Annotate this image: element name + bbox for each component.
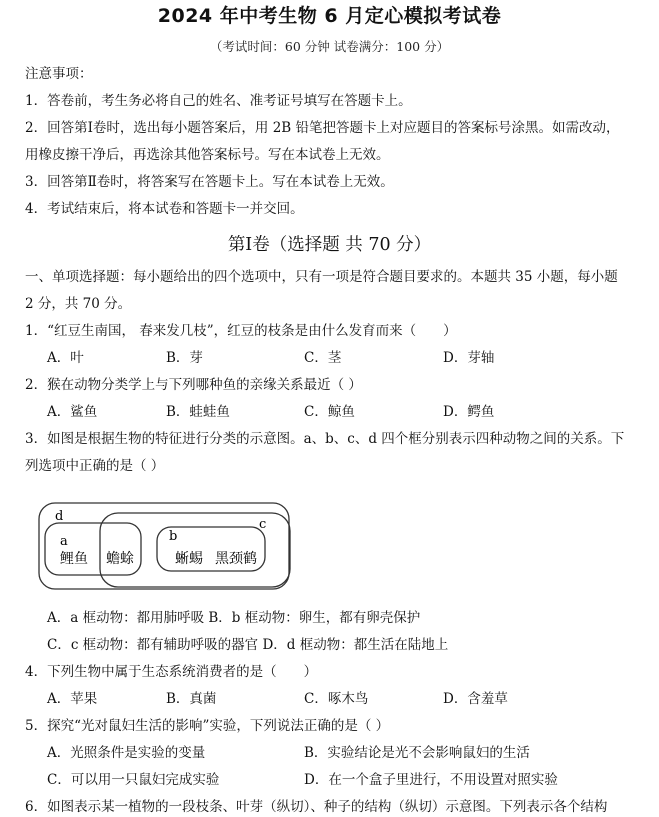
- question-5-stem: 5．探究“光对鼠妇生活的影响”实验，下列说法正确的是（ ）: [25, 718, 390, 734]
- question-1-option-a: A．叶: [47, 350, 84, 366]
- question-1-stem: 1．“红豆生南国， 春来发几枝”，红豆的枝条是由什么发育而来（ ）: [25, 323, 457, 339]
- question-4-option-b: B．真菌: [166, 691, 217, 707]
- animal-lizard: 蜥蜴: [175, 551, 203, 567]
- question-4-stem: 4．下列生物中属于生态系统消费者的是（ ）: [25, 664, 318, 680]
- animal-crane: 黑颈鹤: [215, 551, 257, 567]
- question-4-option-d: D．含羞草: [443, 691, 508, 707]
- exam-subtitle: （考试时间：60 分钟 试卷满分：100 分）: [209, 39, 450, 54]
- question-1-option-c: C．茎: [304, 350, 342, 366]
- classification-diagram: [38, 500, 294, 592]
- question-2-stem: 2．猴在动物分类学上与下列哪种鱼的亲缘关系最近（ ）: [25, 377, 362, 393]
- label-a: a: [60, 534, 68, 549]
- note-item: 2．回答第Ⅰ卷时，选出每小题答案后，用 2B 铅笔把答题卡上对应题目的答案标号涂黑。如需改动，: [25, 120, 620, 136]
- question-2-option-d: D．鳄鱼: [443, 404, 495, 420]
- label-c: c: [259, 517, 267, 532]
- label-b: b: [169, 529, 178, 544]
- box-d: [39, 503, 289, 589]
- question-5-option-a: A．光照条件是实验的变量: [47, 745, 206, 761]
- section-title: 第Ⅰ卷（选择题 共 70 分）: [227, 235, 432, 255]
- question-1-option-b: B．芽: [166, 350, 203, 366]
- note-item: 3．回答第Ⅱ卷时，将答案写在答题卡上。写在本试卷上无效。: [25, 174, 394, 190]
- question-5-option-b: B．实验结论是光不会影响鼠妇的生活: [304, 745, 530, 761]
- note-item: 4．考试结束后，将本试卷和答题卡一并交回。: [25, 201, 304, 217]
- question-2-option-a: A．鲨鱼: [47, 404, 98, 420]
- section-instruction: 一、单项选择题：每小题给出的四个选项中，只有一项是符合题目要求的。本题共 35 小题，每小题: [25, 269, 618, 285]
- question-3-options-cd: C．c 框动物：都有辅助呼吸的器官 D．d 框动物：都生活在陆地上: [47, 637, 449, 653]
- question-2-option-b: B．蛙蛙鱼: [166, 404, 230, 420]
- animal-carp: 鲤鱼: [60, 551, 88, 567]
- animal-toad: 蟾蜍: [106, 551, 134, 567]
- note-item: 1．答卷前，考生务必将自己的姓名、准考证号填写在答题卡上。: [25, 93, 412, 109]
- question-4-option-a: A．苹果: [47, 691, 98, 707]
- question-6-stem: 6．如图表示某一植物的一段枝条、叶芽（纵切）、种子的结构（纵切）示意图。下列表示各个结构: [25, 799, 608, 815]
- notes-heading: 注意事项：: [25, 66, 93, 82]
- section-instruction: 2 分，共 70 分。: [25, 296, 132, 312]
- box-a: [45, 523, 141, 575]
- question-4-option-c: C．啄木鸟: [304, 691, 369, 707]
- question-5-option-c: C．可以用一只鼠妇完成实验: [47, 772, 220, 788]
- question-3-stem: 3．如图是根据生物的特征进行分类的示意图。a、b、c、d 四个框分别表示四种动物之间的关系。下: [25, 431, 625, 447]
- note-item: 用橡皮擦干净后，再选涂其他答案标号。写在本试卷上无效。: [25, 147, 390, 163]
- question-1-option-d: D．芽轴: [443, 350, 495, 366]
- label-d: d: [55, 509, 64, 524]
- question-5-option-d: D．在一个盒子里进行，不用设置对照实验: [304, 772, 558, 788]
- question-3-options-ab: A．a 框动物：都用肺呼吸 B．b 框动物：卵生，都有卵壳保护: [47, 610, 421, 626]
- question-2-option-c: C．鲸鱼: [304, 404, 355, 420]
- question-3-stem: 列选项中正确的是（ ）: [25, 458, 165, 474]
- exam-title: 2024 年中考生物 6 月定心模拟考试卷: [157, 5, 502, 27]
